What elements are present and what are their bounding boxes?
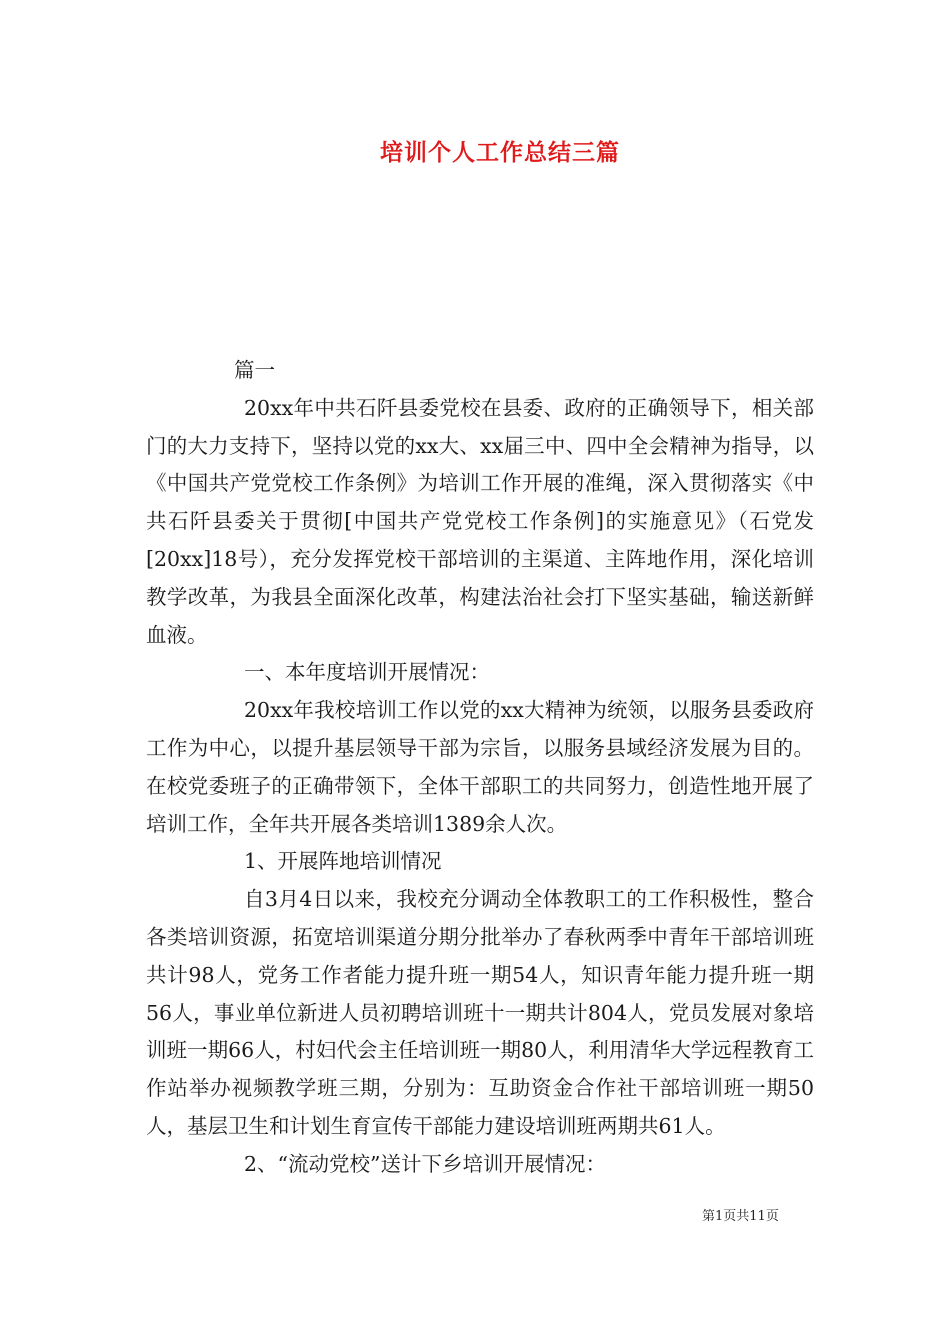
paragraph-training-overview: 20xx年我校培训工作以党的xx大精神为统领，以服务县委政府工作为中心，以提升基层领导干部为宗旨，以服务县域经济发展为目的。在校党委班子的正确带领下，全体干部职工的共同努力，创造性地开展了培训工作，全年共开展各类培训1389余人次。 [146, 698, 814, 836]
page-number-footer: 第1页共11页 [702, 1209, 779, 1224]
heading-onsite-training: 1、开展阵地培训情况 [244, 849, 442, 874]
heading-mobile-party-school: 2、“流动党校”送计下乡培训开展情况： [244, 1151, 607, 1176]
paragraph-onsite-training: 自3月4日以来，我校充分调动全体教职工的工作积极性，整合各类培训资源，拓宽培训渠道分期分批举办了春秋两季中青年干部培训班共计98人，党务工作者能力提升班一期54人，知识青年能力提升班一期56人，事业单位新进人员初聘培训班十一期共计804人，党员发展对象培训班一期66人，村妇代会主任培训班一期80人，利用清华大学远程教育工作站举办视频教学班三期，分别为：互助资金合作社干部培训班一期50人，基层卫生和计划生育宣传干部能力建设培训班两期共61人。 [146, 887, 814, 1138]
section-label: 篇一 [234, 358, 275, 382]
heading-training-overview: 一、本年度培训开展情况： [244, 660, 490, 685]
document-title: 培训个人工作总结三篇 [380, 139, 620, 166]
paragraph-intro: 20xx年中共石阡县委党校在县委、政府的正确领导下，相关部门的大力支持下，坚持以党的xx大、xx届三中、四中全会精神为指导，以《中国共产党党校工作条例》为培训工作开展的准绳，深入贯彻落实《中共石阡县委关于贯彻[中国共产党党校工作条例]的实施意见》（石党发[20xx]18号），充分发挥党校干部培训的主渠道、主阵地作用，深化培训教学改革，为我县全面深化改革，构建法治社会打下坚实基础，输送新鲜血液。 [146, 395, 814, 647]
document-body [146, 352, 814, 1184]
